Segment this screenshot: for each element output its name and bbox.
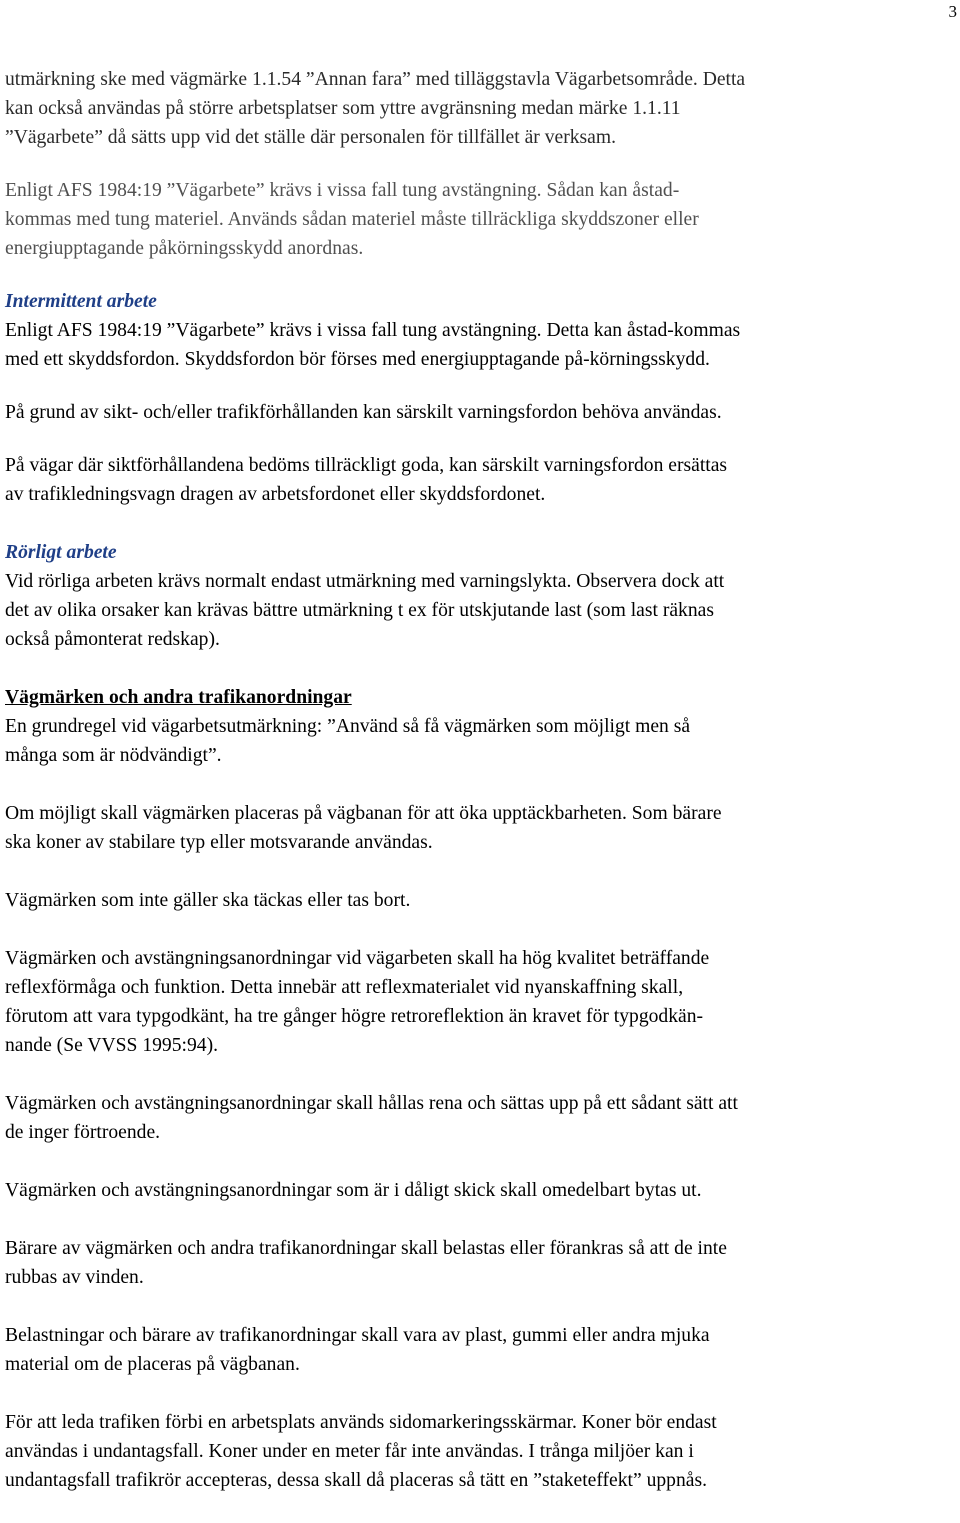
document-body xyxy=(5,65,960,1495)
heading-rorligt-arbete: Rörligt arbete xyxy=(5,542,117,563)
paragraph-2-part-2: Används sådan materiel måste tillräckliga skyddszoner eller energiupptagande påkörningsskydd anordnas. xyxy=(5,209,699,259)
heading-intermittent-arbete: Intermittent arbete xyxy=(5,291,157,312)
paragraph-15: För att leda trafiken förbi en arbetsplats används sidomarkeringsskärmar. Koner bör endast användas i undantagsfall. Koner under en meter får inte användas. I trånga miljöer kan i undantagsfall trafikrör accepteras, dessa skall då placeras så tätt en ”staketeffekt” uppnås. xyxy=(5,1412,717,1491)
page-number: 3 xyxy=(948,2,957,21)
paragraph-1: utmärkning ske med vägmärke 1.1.54 ”Annan fara” med tilläggstavla Vägarbetsområde. Detta kan också användas på större arbetsplatser som yttre avgränsning medan märke 1.1.11 ”Vägarbete” då sätts upp vid det ställe där personalen för tillfället är verksam. xyxy=(5,69,746,148)
paragraph-5: På vägar där siktförhållandena bedöms tillräckligt goda, kan särskilt varningsfordon ersättas av trafikledningsvagn dragen av arbetsfordonet eller skyddsfordonet. xyxy=(5,455,728,505)
paragraph-7: En grundregel vid vägarbetsutmärkning: ”Använd så få vägmärken som möjligt men så många som är nödvändigt”. xyxy=(5,716,691,766)
paragraph-14: Belastningar och bärare av trafikanordningar skall vara av plast, gummi eller andra mjuka material om de placeras på vägbanan. xyxy=(5,1325,710,1375)
paragraph-10: Vägmärken och avstängningsanordningar vid vägarbeten skall ha hög kvalitet beträffande reflexförmåga och funktion. Detta innebär att reflexmaterialet vid nyanskaffning skall, förutom att vara typgodkänt, ha tre gånger högre retroreflektion än kravet för typgodkän- nande (Se VVSS 1995:94). xyxy=(5,948,710,1056)
paragraph-11: Vägmärken och avstängningsanordningar skall hållas rena och sättas upp på ett sådant sätt att de inger förtroende. xyxy=(5,1093,738,1143)
paragraph-8: Om möjligt skall vägmärken placeras på vägbanan för att öka upptäckbarheten. Som bärare ska koner av stabilare typ eller motsvarande användas. xyxy=(5,803,722,853)
paragraph-2 xyxy=(5,176,960,263)
heading-vagmarken: Vägmärken och andra trafikanordningar xyxy=(5,687,352,708)
paragraph-13: Bärare av vägmärken och andra trafikanordningar skall belastas eller förankras så att de inte rubbas av vinden. xyxy=(5,1238,727,1288)
paragraph-4: På grund av sikt- och/eller trafikförhållanden kan särskilt varningsfordon behöva användas. xyxy=(5,402,722,423)
paragraph-6: Vid rörliga arbeten krävs normalt endast utmärkning med varningslykta. Observera dock att det av olika orsaker kan krävas bättre utmärkning t ex för utskjutande last (som last räknas också påmonterat redskap). xyxy=(5,571,725,650)
paragraph-2-part-1: Enligt AFS 1984:19 ”Vägarbete” krävs i vissa fall tung avstängning. Sådan kan åstad- kommas med tung materiel. xyxy=(5,180,680,230)
paragraph-3: Enligt AFS 1984:19 ”Vägarbete” krävs i vissa fall tung avstängning. Detta kan åstad-kommas med ett skyddsfordon. Skyddsfordon bör förses med energiupptagande på-körningsskydd. xyxy=(5,320,741,370)
paragraph-12: Vägmärken och avstängningsanordningar som är i dåligt skick skall omedelbart bytas ut. xyxy=(5,1180,702,1201)
paragraph-9: Vägmärken som inte gäller ska täckas eller tas bort. xyxy=(5,890,411,911)
